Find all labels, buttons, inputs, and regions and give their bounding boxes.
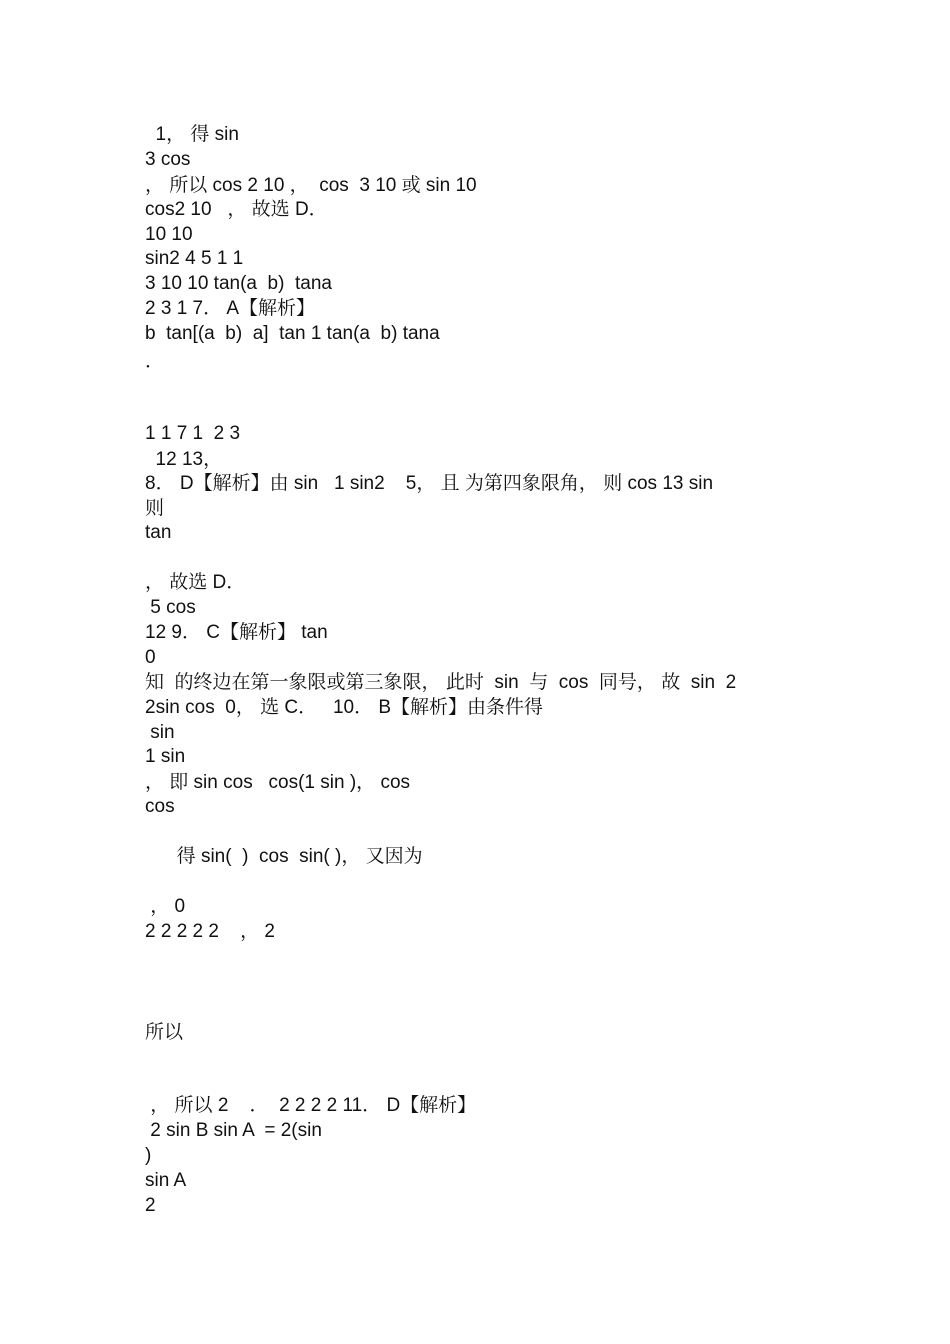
text-line: sin A xyxy=(145,1170,187,1191)
text-line: 8． D【解析】由 sin 1 sin2 5， 且 为第四象限角， 则 cos 13 sin xyxy=(145,473,714,494)
text-line: ， 故选 D． xyxy=(145,572,246,593)
text-line: ， 所以 2 ． 2 2 2 2 11． D【解析】 xyxy=(145,1095,477,1116)
text-line: sin xyxy=(145,722,175,743)
text-line: 12 9． C【解析】 tan xyxy=(145,622,328,643)
text-line: cos2 10 ， 故选 D． xyxy=(145,199,328,220)
text-line: tan xyxy=(145,522,172,543)
text-line: 2 xyxy=(145,1195,156,1216)
text-line: 1， 得 sin xyxy=(145,124,239,145)
text-line: 3 10 10 tan(a b) tana xyxy=(145,273,332,294)
text-line: 2sin cos 0， 选 C． 10． B【解析】由条件得 xyxy=(145,697,544,718)
text-line: 0 xyxy=(145,647,156,668)
text-line: 2 sin B sin A = 2(sin xyxy=(145,1120,322,1141)
text-line: 1 sin xyxy=(145,746,186,767)
text-line: 1 1 7 1 2 3 xyxy=(145,423,241,444)
text-line: 得 sin( ) cos sin( )， 又因为 xyxy=(145,846,423,867)
text-line: 5 cos xyxy=(145,597,196,618)
text-line: 10 10 xyxy=(145,224,193,245)
text-line: 则 xyxy=(145,498,165,519)
text-line: ， 0 xyxy=(145,896,186,917)
text-line: b tan[(a b) a] tan 1 tan(a b) tana xyxy=(145,323,440,344)
text-line: cos xyxy=(145,796,175,817)
text-line: ， 所以 cos 2 10 ， cos 3 10 或 sin 10 xyxy=(145,175,477,196)
text-line: ， 即 sin cos cos(1 sin )， cos xyxy=(145,772,411,793)
text-line: 所以 xyxy=(145,1022,184,1043)
text-line: 3 cos xyxy=(145,149,191,170)
text-line: 12 13， xyxy=(145,449,223,470)
text-line: 2 3 1 7． A【解析】 xyxy=(145,298,316,319)
text-line: ) xyxy=(145,1145,152,1166)
text-line: 2 2 2 2 2 ， 2 xyxy=(145,921,275,942)
text-line: sin2 4 5 1 1 xyxy=(145,248,244,269)
text-line: ． xyxy=(145,351,165,372)
text-line: 知 的终边在第一象限或第三象限， 此时 sin 与 cos 同号， 故 sin 2 xyxy=(145,672,737,693)
